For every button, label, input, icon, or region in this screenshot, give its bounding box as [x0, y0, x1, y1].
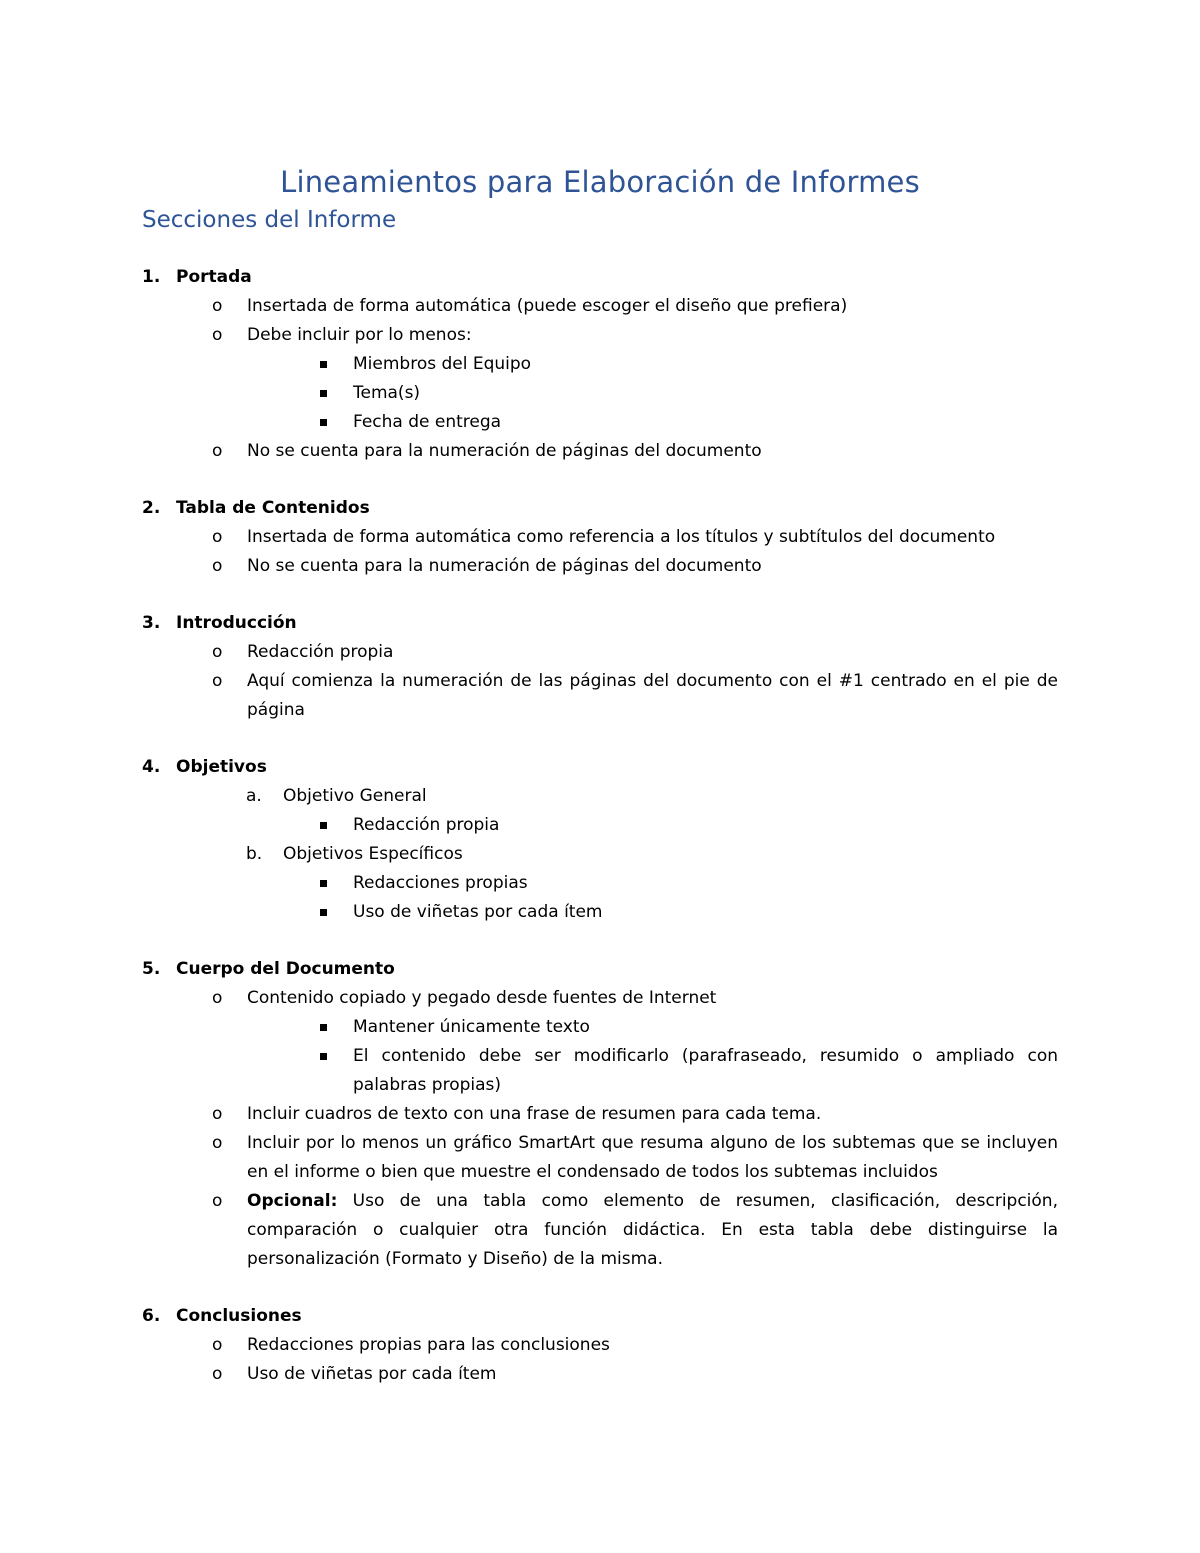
- list-item-text: Uso de una tabla como elemento de resumen, clasificación, descripción, comparación o cualquier otra función didáctica. En esta tabla debe distinguirse la personalización (Formato y Diseño) de la misma.: [247, 1191, 1058, 1269]
- sub-list-item: [142, 811, 1058, 840]
- sub-list-item: [142, 1042, 1058, 1100]
- circle-bullet-icon: o: [212, 1104, 223, 1124]
- list-item-text: No se cuenta para la numeración de páginas del documento: [247, 441, 762, 461]
- section-objetivos: [142, 753, 1058, 927]
- list-item-text: Debe incluir por lo menos:: [247, 325, 472, 345]
- list-item-text: Insertada de forma automática como referencia a los títulos y subtítulos del documento: [247, 527, 996, 547]
- list-item: [142, 1100, 1058, 1129]
- list-letter: b.: [246, 844, 263, 864]
- square-bullet-icon: [320, 1024, 327, 1031]
- square-bullet-icon: [320, 1053, 327, 1060]
- list-item: [142, 321, 1058, 437]
- document-title: Lineamientos para Elaboración de Informes: [280, 165, 920, 199]
- circle-bullet-icon: o: [212, 988, 223, 1008]
- section-title: Cuerpo del Documento: [176, 959, 395, 979]
- list-item-text: Aquí comienza la numeración de las páginas del documento con el #1 centrado en el pie de página: [247, 671, 1058, 720]
- section-title: Conclusiones: [176, 1306, 302, 1326]
- square-bullet-icon: [320, 419, 327, 426]
- section-number: 3.: [142, 613, 161, 633]
- list-item: [142, 552, 1058, 581]
- section-number: 6.: [142, 1306, 161, 1326]
- list-item-text: Uso de viñetas por cada ítem: [247, 1364, 497, 1384]
- square-bullet-icon: [320, 880, 327, 887]
- section-number: 5.: [142, 959, 161, 979]
- document-subtitle: Secciones del Informe: [142, 207, 397, 233]
- list-item: [142, 523, 1058, 552]
- list-item: [142, 667, 1058, 725]
- section-title: Portada: [176, 267, 252, 287]
- list-item: [142, 292, 1058, 321]
- section-cuerpo-del-documento: [142, 955, 1058, 1274]
- circle-bullet-icon: o: [212, 325, 223, 345]
- circle-bullet-icon: o: [212, 1191, 223, 1211]
- circle-bullet-icon: o: [212, 441, 223, 461]
- sub-list-item-text: Redacciones propias: [353, 873, 528, 893]
- sub-list-item: [142, 898, 1058, 927]
- sub-list-item-text: Redacción propia: [353, 815, 500, 835]
- sub-list-item-text: Miembros del Equipo: [353, 354, 532, 374]
- circle-bullet-icon: o: [212, 1335, 223, 1355]
- circle-bullet-icon: o: [212, 556, 223, 576]
- circle-bullet-icon: o: [212, 1364, 223, 1384]
- list-item: [142, 638, 1058, 667]
- section-number: 2.: [142, 498, 161, 518]
- list-item: [142, 1129, 1058, 1187]
- sub-list-item: [142, 408, 1058, 437]
- list-item: [142, 984, 1058, 1100]
- circle-bullet-icon: o: [212, 296, 223, 316]
- circle-bullet-icon: o: [212, 1133, 223, 1153]
- square-bullet-icon: [320, 822, 327, 829]
- section-title: Introducción: [176, 613, 297, 633]
- section-introduccion: [142, 609, 1058, 725]
- list-item: [142, 840, 1058, 927]
- list-item-text: Objetivos Específicos: [283, 844, 463, 864]
- sub-list-item-text: Mantener únicamente texto: [353, 1017, 590, 1037]
- list-item-text: Incluir por lo menos un gráfico SmartArt que resuma alguno de los subtemas que se incluyen en el informe o bien que muestre el condensado de todos los subtemas incluidos: [247, 1133, 1058, 1182]
- sub-list-item: [142, 379, 1058, 408]
- section-list: [142, 263, 1058, 1389]
- square-bullet-icon: [320, 361, 327, 368]
- circle-bullet-icon: o: [212, 671, 223, 691]
- circle-bullet-icon: o: [212, 527, 223, 547]
- square-bullet-icon: [320, 390, 327, 397]
- list-item: [142, 1360, 1058, 1389]
- section-title: Tabla de Contenidos: [176, 498, 370, 518]
- sub-list-item: [142, 1013, 1058, 1042]
- list-item: [142, 437, 1058, 466]
- list-item: [142, 782, 1058, 840]
- section-tabla-de-contenidos: [142, 494, 1058, 581]
- list-item: [142, 1331, 1058, 1360]
- list-item-text: Redacción propia: [247, 642, 394, 662]
- sub-list-item: [142, 350, 1058, 379]
- list-item-text: Incluir cuadros de texto con una frase de resumen para cada tema.: [247, 1104, 822, 1124]
- sub-list-item-text: El contenido debe ser modificarlo (parafraseado, resumido o ampliado con palabras propias): [353, 1046, 1058, 1095]
- list-item-text: Insertada de forma automática (puede escoger el diseño que prefiera): [247, 296, 848, 316]
- list-item-text: Redacciones propias para las conclusiones: [247, 1335, 610, 1355]
- section-portada: [142, 263, 1058, 466]
- section-conclusiones: [142, 1302, 1058, 1389]
- list-item-text: Objetivo General: [283, 786, 427, 806]
- list-item-text: Contenido copiado y pegado desde fuentes de Internet: [247, 988, 717, 1008]
- list-item: [142, 1187, 1058, 1274]
- sub-list-item: [142, 869, 1058, 898]
- section-number: 1.: [142, 267, 161, 287]
- list-item-text: No se cuenta para la numeración de páginas del documento: [247, 556, 762, 576]
- section-number: 4.: [142, 757, 161, 777]
- section-title: Objetivos: [176, 757, 267, 777]
- sub-list-item-text: Fecha de entrega: [353, 412, 502, 432]
- list-item-bold-prefix: Opcional:: [247, 1191, 338, 1211]
- square-bullet-icon: [320, 909, 327, 916]
- sub-list-item-text: Uso de viñetas por cada ítem: [353, 902, 603, 922]
- sub-list-item-text: Tema(s): [353, 383, 421, 403]
- list-letter: a.: [246, 786, 262, 806]
- circle-bullet-icon: o: [212, 642, 223, 662]
